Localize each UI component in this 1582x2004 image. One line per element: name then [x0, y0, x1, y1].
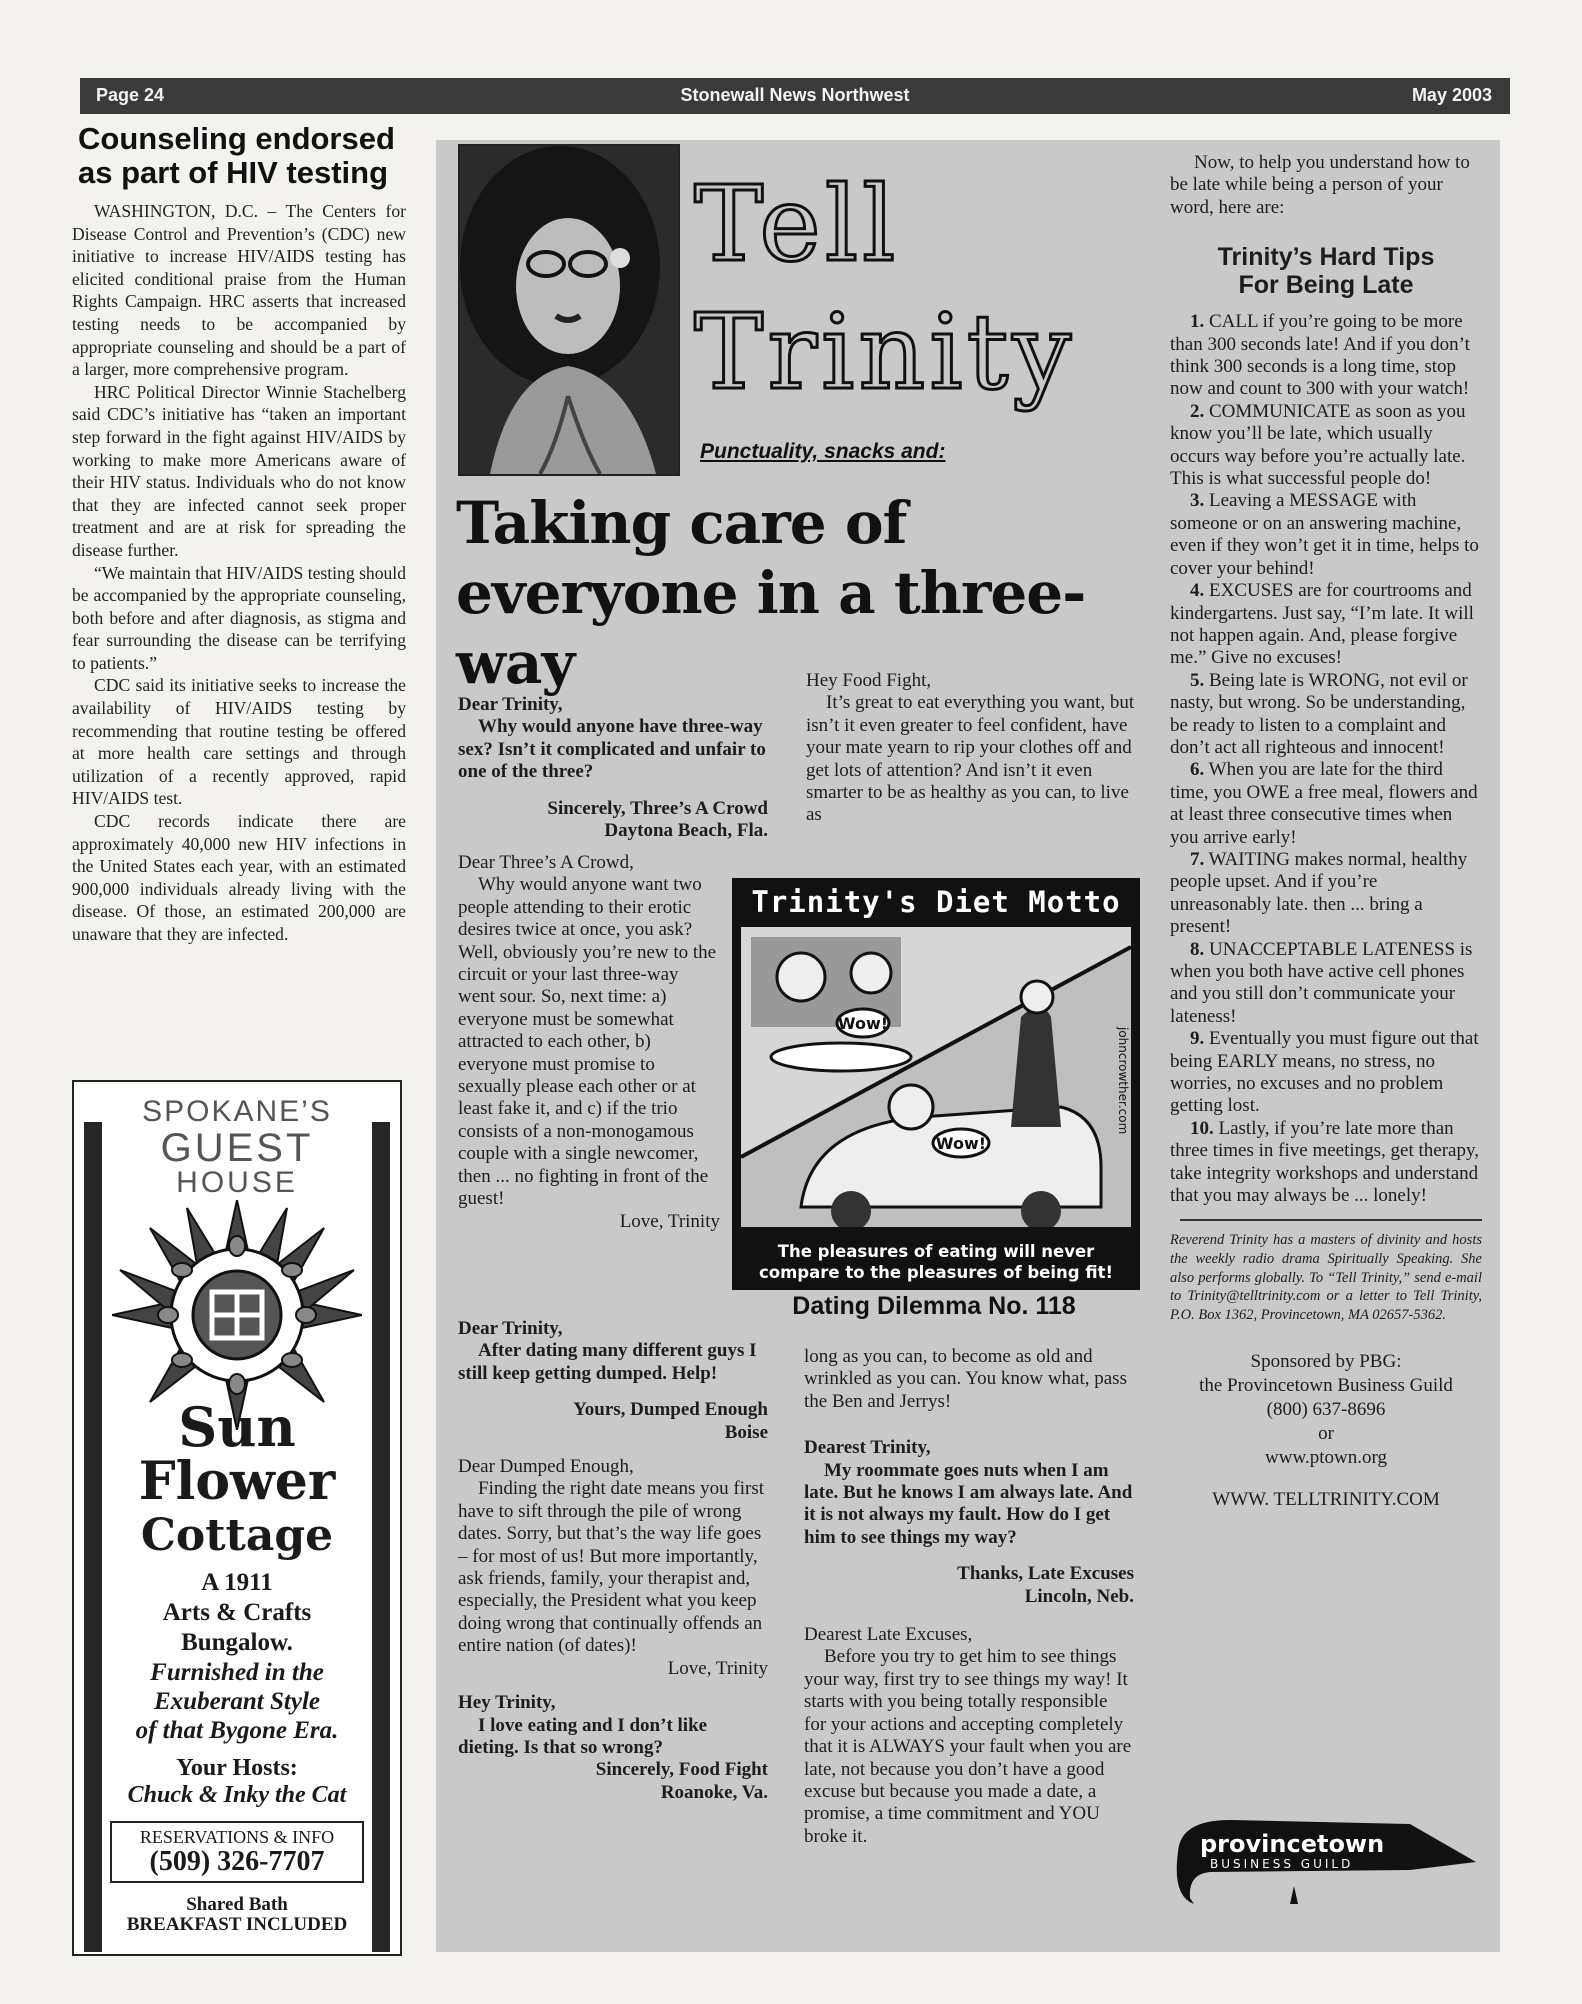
ad-name-line: Sun	[178, 1395, 296, 1459]
cartoon-illustration-icon	[741, 927, 1131, 1227]
dating-dilemma-label: Dating Dilemma No. 118	[792, 1292, 1076, 1320]
tip-text: When you are late for the third time, you OWE a free meal, flowers and at least three consecutive times when you arrive early!	[1170, 759, 1478, 848]
ad-reservations-box	[110, 1821, 364, 1883]
letter-location: Boise	[724, 1421, 768, 1443]
tip-text: COMMUNICATE as soon as you know you’ll be late, which usually occurs way before you’re actually late. This is what successful people do!	[1170, 400, 1466, 490]
tip-text: Leaving a MESSAGE with someone or on an answering machine, even if they won’t get it in time, helps to cover your behind!	[1170, 490, 1479, 579]
tip-number: 3.	[1190, 490, 1205, 512]
cartoon-credit: johncrowther.com	[1116, 1027, 1130, 1135]
letter-signature: Sincerely, Food Fight	[595, 1759, 768, 1781]
left-article-paragraph: CDC records indicate there are approximately 40,000 new HIV infections in the United States each year, with an estimated 900,000 individuals already living with the disease. Of those, an estimated 200,000 are unaware that they are infected.	[72, 811, 406, 944]
left-article-title: Counseling endorsed as part of HIV testing	[78, 121, 395, 190]
letter-signature: Sincerely, Three’s A Crowd	[547, 797, 768, 819]
sponsor-line: the Provincetown Business Guild	[1199, 1375, 1453, 1397]
tips-title-line: Trinity’s Hard Tips	[1217, 243, 1435, 272]
ad-desc: Bungalow.	[181, 1629, 293, 1656]
left-article	[72, 122, 406, 946]
tips-title	[1170, 243, 1482, 299]
ad-line: GUEST	[160, 1126, 314, 1170]
letter-salutation: Dear Trinity,	[458, 694, 563, 715]
answer-body: It’s great to eat everything you want, but isn’t it even greater to feel confident, have your mate yearn to rip your clothes off and get lots of attention? And isn’t it even smarter to be as healthy as you can, to live as	[806, 692, 1135, 826]
answer-salutation: Hey Food Fight,	[806, 670, 932, 691]
tip-item	[1170, 490, 1482, 580]
ad-footer: Shared Bath	[186, 1894, 288, 1915]
article-kicker: Punctuality, snacks and:	[700, 440, 946, 463]
ad-line: SPOKANE’S	[142, 1095, 332, 1128]
left-article-paragraph: “We maintain that HIV/AIDS testing should be accompanied by the appropriate counseling, both before and after diagnosis, as stigma and fear surrounding the disease can be terrifying to patients.”	[72, 562, 406, 673]
tell-trinity-column	[436, 140, 1500, 1952]
columnist-photo	[458, 144, 680, 476]
answer-salutation: Dear Dumped Enough,	[458, 1456, 634, 1478]
tip-item	[1170, 580, 1482, 670]
tip-number: 2.	[1190, 400, 1205, 422]
sponsor-or: or	[1318, 1423, 1334, 1445]
tip-item	[1170, 670, 1482, 760]
column-title-line: Trinity	[694, 291, 1076, 413]
letter-question: I love eating and I don’t like dieting. Is that so wrong?	[458, 1714, 708, 1758]
columnist-portrait-icon	[460, 146, 678, 474]
pbg-logo-text: provincetown	[1200, 1830, 1385, 1858]
publication-name: Stonewall News Northwest	[680, 85, 910, 105]
tip-number: 6.	[1190, 759, 1205, 781]
guest-house-ad	[72, 1080, 402, 1956]
letter-salutation: Dear Trinity,	[458, 1318, 563, 1339]
left-article-paragraph: HRC Political Director Winnie Stachelberg said CDC’s initiative has “taken an important step forward in the fight against HIV/AIDS by working to make more Americans aware of their HIV status. Individuals who do not know that they are infected cannot seek proper treatment and are at risk for spreading the disease further.	[72, 381, 406, 560]
answer-salutation: Dearest Late Excuses,	[804, 1624, 973, 1646]
ad-desc: A 1911	[201, 1569, 273, 1596]
answer-column-a	[458, 852, 720, 1233]
column-website[interactable]: WWW. TELLTRINITY.COM	[1212, 1489, 1440, 1511]
ad-desc: Arts & Crafts	[162, 1599, 312, 1626]
letter-location: Daytona Beach, Fla.	[604, 820, 768, 842]
letter-signature: Thanks, Late Excuses	[957, 1563, 1134, 1585]
cartoon-bubble-text: Wow!	[837, 1014, 889, 1033]
left-article-paragraph: WASHINGTON, D.C. – The Centers for Disease Control and Prevention’s (CDC) new initiative to increase HIV/AIDS testing has elicited conditional praise from the Human Rights Campaign. HRC asserts that increased testing needs to be accompanied by appropriate counseling and should be a part of a larger, more comprehensive program.	[72, 201, 406, 380]
tips-column	[1170, 152, 1482, 1512]
tip-text: Being late is WRONG, not evil or nasty, but wrong. So be understanding, be ready to listen to a complaint and don’t act all righteous and innocent!	[1170, 669, 1468, 758]
sponsor-web[interactable]: www.ptown.org	[1265, 1447, 1387, 1469]
ad-reservations-label: RESERVATIONS & INFO	[139, 1827, 335, 1847]
letter-salutation: Dearest Trinity,	[804, 1437, 931, 1459]
author-bio: Reverend Trinity has a masters of divinity and hosts the weekly radio drama Spiritually Speaking. She also performs globally. To “Tell Trinity,” send e-mail to Trinity@telltrinity.com or a letter to Tell Trinity, P.O. Box 1362, Provincetown, MA 02657-5362.	[1170, 1232, 1482, 1323]
ad-style: Furnished in the	[150, 1659, 324, 1686]
cartoon-title: Trinity's Diet Motto	[735, 881, 1137, 923]
ad-phone: (509) 326-7707	[149, 1846, 325, 1877]
article-headline: Taking care of everyone in a three-way	[456, 489, 1086, 697]
tip-number: 1.	[1190, 311, 1205, 333]
tip-number: 8.	[1190, 938, 1205, 960]
cartoon-caption: The pleasures of eating will never compare to the pleasures of being fit!	[759, 1242, 1113, 1282]
tips-list	[1170, 311, 1482, 1207]
letters-column-b-lower	[804, 1346, 1134, 1848]
tips-title-line: For Being Late	[1238, 271, 1414, 300]
tip-item	[1170, 401, 1482, 491]
column-title	[694, 160, 1076, 416]
tip-number: 5.	[1190, 669, 1205, 691]
tip-text: Eventually you must figure out that being EARLY means, no stress, no worries, no excuses and no problem getting lost.	[1170, 1028, 1479, 1117]
tip-item	[1170, 759, 1482, 849]
left-article-paragraph: CDC said its initiative seeks to increase the availability of HIV/AIDS testing by recommending that routine testing be offered at more health care settings and through utilization of a recently approved, rapid HIV/AIDS test.	[72, 675, 406, 809]
letters-column-a	[458, 680, 768, 842]
page-header-bar	[80, 78, 1510, 114]
tip-text: UNACCEPTABLE LATENESS is when you both have active cell phones and you still don’t communicate your lateness!	[1170, 938, 1473, 1027]
ad-border-band	[372, 1122, 390, 1952]
tip-number: 7.	[1190, 848, 1205, 870]
answer-column-b	[806, 670, 1136, 827]
answer-body: Why would anyone want two people attending to their erotic desires twice at once, you ask? Well, obviously you’re new to the circuit or your last three-way went sour. So, next time: a) everyone must be somewhat attracted to each other, b) everyone must promise to sexually please each other or at least fake it, and c) if the trio consists of a non-monogamous couple with a single newcomer, then ... no fighting in front of the guest!	[458, 874, 717, 1210]
tip-text: EXCUSES are for courtrooms and kindergartens. Just say, “I’m late. It will not happen again. And, please forgive me.” Give no excuses!	[1170, 580, 1474, 669]
letter-signature: Yours, Dumped Enough	[573, 1399, 768, 1421]
tip-number: 4.	[1190, 580, 1205, 602]
ad-hosts: Chuck & Inky the Cat	[127, 1782, 347, 1808]
answer-signature: Love, Trinity	[619, 1210, 720, 1232]
letter-location: Lincoln, Neb.	[1024, 1585, 1134, 1607]
ad-footer: BREAKFAST INCLUDED	[126, 1914, 348, 1935]
page-number: Page 24	[96, 85, 165, 105]
tip-item	[1170, 1118, 1482, 1208]
pbg-logo-icon	[1170, 1812, 1480, 1912]
answer-continuation: long as you can, to become as old and wrinkled as you can. You know what, pass the Ben and Jerrys!	[804, 1346, 1127, 1412]
tip-text: CALL if you’re going to be more than 300 seconds late! And if you don’t think 300 seconds is a long time, stop now and count to 300 with your watch!	[1170, 311, 1470, 400]
diet-motto-cartoon	[732, 878, 1140, 1290]
answer-signature: Love, Trinity	[667, 1657, 768, 1679]
tip-item	[1170, 939, 1482, 1029]
tip-number: 10.	[1190, 1117, 1214, 1139]
ad-border-band	[84, 1122, 102, 1952]
tips-intro: Now, to help you understand how to be late while being a person of your word, here are:	[1170, 152, 1470, 218]
letter-salutation: Hey Trinity,	[458, 1692, 556, 1714]
divider	[1180, 1219, 1482, 1221]
sponsor-phone: (800) 637-8696	[1266, 1399, 1386, 1421]
ad-name-line: Flower	[138, 1451, 336, 1512]
answer-salutation: Dear Three’s A Crowd,	[458, 852, 634, 873]
tip-number: 9.	[1190, 1028, 1205, 1050]
letters-column-a-lower	[458, 1318, 768, 1804]
sponsor-line: Sponsored by PBG:	[1250, 1351, 1402, 1373]
letter-location: Roanoke, Va.	[660, 1781, 768, 1803]
letter-question: After dating many different guys I still keep getting dumped. Help!	[458, 1340, 757, 1384]
tip-item	[1170, 311, 1482, 401]
answer-body: Finding the right date means you first have to sift through the pile of wrong dates. Sorry, but that’s the way life goes – for most of us! But more importantly, ask friends, family, your therapist and, especially, the President what you keep doing wrong that continually offends an entire nation (of dates)!	[458, 1478, 765, 1657]
ad-line: HOUSE	[176, 1166, 298, 1199]
ad-style: Exuberant Style	[154, 1688, 320, 1715]
tip-text: Lastly, if you’re late more than three times in five meetings, get therapy, take integrity workshops and understand that you may always be ... lonely!	[1170, 1117, 1480, 1207]
letter-question: Why would anyone have three-way sex? Isn’t it complicated and unfair to one of the three?	[458, 716, 766, 783]
issue-date: May 2003	[1411, 85, 1492, 105]
tip-item	[1170, 1028, 1482, 1118]
tip-text: WAITING makes normal, healthy people upset. And if you’re unreasonably late. then ... bring a present!	[1170, 848, 1468, 938]
tip-item	[1170, 849, 1482, 939]
letter-question: My roommate goes nuts when I am late. But he knows I am always late. And it is not always my fault. How do I get him to see things my way?	[804, 1459, 1133, 1548]
ad-hosts-label: Your Hosts:	[176, 1755, 298, 1781]
ad-name-line: Cottage	[140, 1510, 334, 1561]
column-title-line: Tell	[694, 163, 900, 285]
cartoon-bubble-text: Wow!	[935, 1134, 987, 1153]
ad-style: of that Bygone Era.	[135, 1717, 339, 1744]
answer-body: Before you try to get him to see things your way, first try to see things my way! It starts with you being totally responsible for your actions and accepting completely that it is ALWAYS your fault when you are late, not because you don’t have a good excuse but because you made a date, a promise, a time commitment and YOU broke it.	[804, 1646, 1132, 1847]
pbg-logo-text: BUSINESS GUILD	[1210, 1857, 1354, 1871]
